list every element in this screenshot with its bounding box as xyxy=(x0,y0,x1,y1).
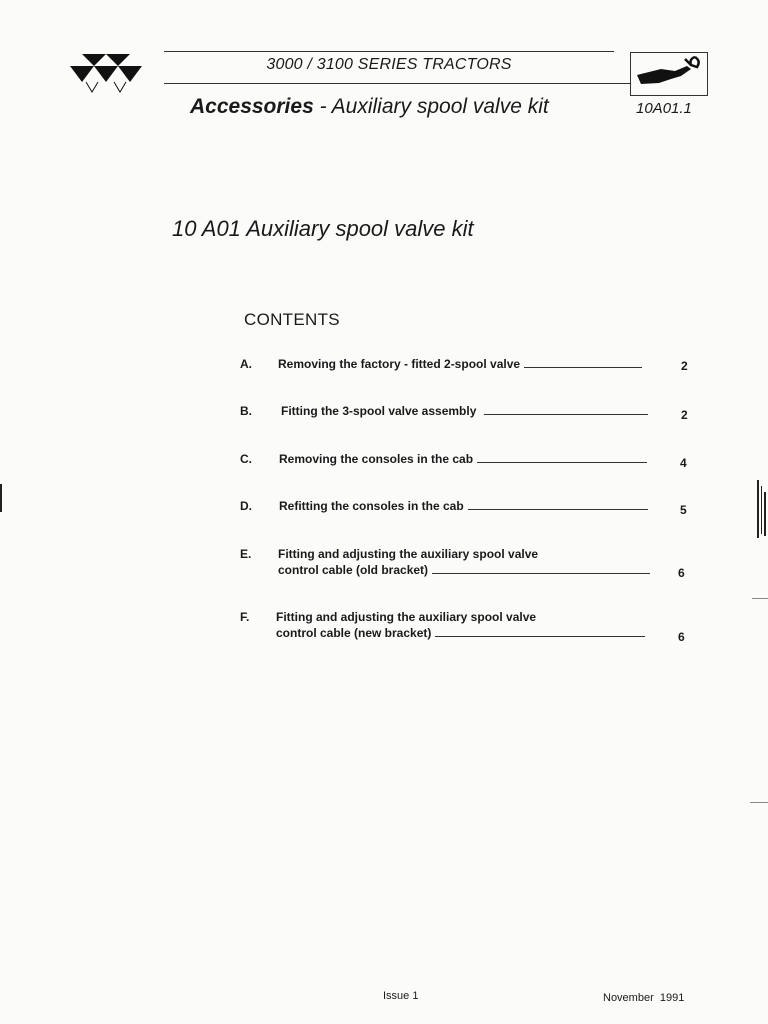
header-mid-rule xyxy=(164,83,614,84)
toc-leader xyxy=(484,414,648,415)
contents-heading: CONTENTS xyxy=(244,310,340,329)
section-heading xyxy=(190,95,549,119)
toc-leader xyxy=(468,509,648,510)
toc-page-number: 6 xyxy=(678,630,685,644)
toc-letter: B. xyxy=(240,404,252,418)
footer-date: November 1991 xyxy=(603,992,685,1004)
toc-letter: A. xyxy=(240,357,252,371)
section-heading-rest: - Auxiliary spool valve kit xyxy=(313,95,549,118)
scan-binding-mark xyxy=(757,480,759,538)
toc-label: Fitting and adjusting the auxiliary spool valve xyxy=(278,547,539,561)
scan-edge-line xyxy=(752,598,768,599)
toc-text xyxy=(278,547,538,561)
toc-text xyxy=(281,404,648,418)
toc-text xyxy=(279,499,648,513)
toc-label: control cable (new bracket) xyxy=(276,626,432,640)
series-title: 3000 / 3100 SERIES TRACTORS xyxy=(266,56,512,73)
tool-symbol-box xyxy=(630,52,708,96)
page-code: 10A01.1 xyxy=(636,100,692,117)
toc-text-second-line xyxy=(276,626,645,640)
toc-letter: D. xyxy=(240,499,252,513)
hand-wrench-icon xyxy=(631,53,707,95)
toc-label: Fitting and adjusting the auxiliary spool valve xyxy=(276,610,537,624)
toc-leader xyxy=(435,636,645,637)
toc-letter: C. xyxy=(240,452,252,466)
header-top-rule xyxy=(164,51,614,52)
toc-label: control cable (old bracket) xyxy=(278,563,429,577)
document-title: 10 A01 Auxiliary spool valve kit xyxy=(172,216,474,241)
scan-binding-mark xyxy=(761,486,762,534)
section-heading-bold: Accessories xyxy=(190,95,314,118)
toc-text xyxy=(278,357,642,371)
toc-text xyxy=(276,610,536,624)
footer-issue: Issue 1 xyxy=(383,990,419,1002)
toc-leader xyxy=(432,573,650,574)
scan-edge-mark xyxy=(0,484,2,512)
scan-edge-line xyxy=(750,802,768,803)
scan-binding-mark xyxy=(764,492,766,536)
toc-page-number: 6 xyxy=(678,566,685,580)
toc-letter: E. xyxy=(240,547,252,561)
toc-page-number: 2 xyxy=(681,359,688,373)
toc-label: Refitting the consoles in the cab xyxy=(279,499,464,513)
toc-leader xyxy=(524,367,642,368)
toc-text-second-line xyxy=(278,563,650,577)
toc-page-number: 5 xyxy=(680,503,687,517)
toc-leader xyxy=(477,462,647,463)
toc-text xyxy=(279,452,647,466)
toc-label: Removing the consoles in the cab xyxy=(279,452,474,466)
toc-label: Removing the factory - fitted 2-spool valve xyxy=(278,357,521,371)
toc-letter: F. xyxy=(240,610,250,624)
triple-triangle-logo-icon xyxy=(70,52,142,94)
toc-label: Fitting the 3-spool valve assembly xyxy=(281,404,477,418)
toc-page-number: 2 xyxy=(681,408,688,422)
toc-page-number: 4 xyxy=(680,456,687,470)
